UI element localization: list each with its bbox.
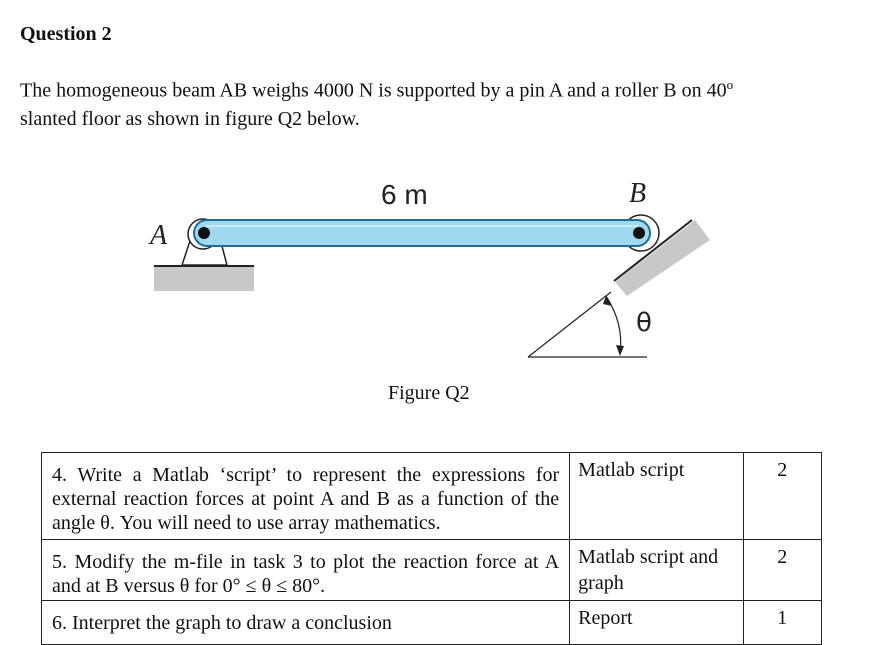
table-row <box>42 540 822 601</box>
task-description: 5. Modify the m-file in task 3 to plot the reaction force at A and at B versus θ for 0° ≤ θ ≤ 80°. <box>42 540 570 601</box>
question-title: Question 2 <box>20 23 112 45</box>
table-row <box>42 601 822 645</box>
figure-q2 <box>0 150 873 390</box>
task-description: 4. Write a Matlab ‘script’ to represent the expressions for external reaction forces at point A and B as a function of the angle θ. You will need to use array mathematics. <box>42 453 570 540</box>
length-label: 6 m <box>381 179 428 210</box>
ground-block-a <box>154 267 254 291</box>
task-deliverable: Matlab script <box>570 453 743 540</box>
angle-arrow-bottom <box>616 345 624 356</box>
angle-label: θ <box>636 308 652 338</box>
question-statement <box>20 71 860 133</box>
task-deliverable: Matlab script and graph <box>570 540 743 601</box>
statement-line-2: slanted floor as shown in figure Q2 below. <box>20 107 360 130</box>
task-marks: 1 <box>743 601 822 645</box>
beam-ab <box>194 220 650 246</box>
task-marks: 2 <box>743 540 822 601</box>
pin-dot-a <box>198 227 210 239</box>
task-description: 6. Interpret the graph to draw a conclusion <box>42 601 570 645</box>
label-b: B <box>629 178 647 209</box>
table-row <box>42 453 822 540</box>
task-table <box>41 452 822 645</box>
pin-dot-b <box>633 227 645 239</box>
task-marks: 2 <box>743 453 822 540</box>
task-deliverable: Report <box>570 601 743 645</box>
figure-caption: Figure Q2 <box>388 382 470 404</box>
angle-hypotenuse <box>528 292 611 357</box>
statement-line-1: The homogeneous beam AB weighs 4000 N is supported by a pin A and a roller B on 40 <box>20 79 727 102</box>
degree-symbol: o <box>726 77 734 92</box>
label-a: A <box>150 220 168 251</box>
